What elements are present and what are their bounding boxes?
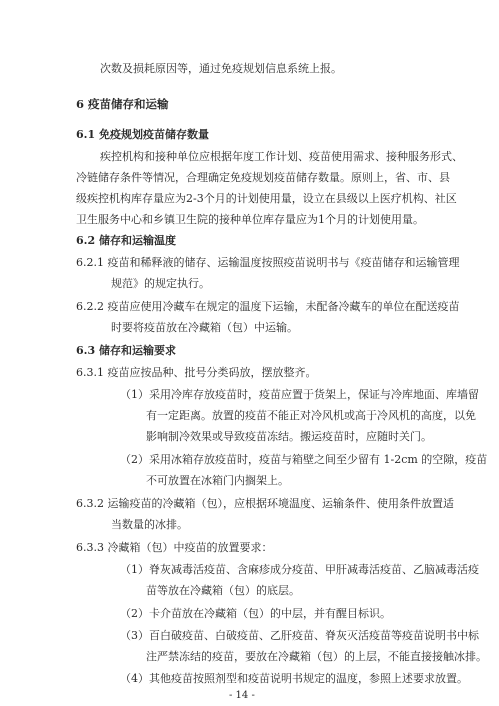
text-line: （1）采用冷库存放疫苗时，疫苗应置于货架上，保证与冷库地面、库墙留 bbox=[120, 388, 479, 401]
section-heading: 6 疫苗储存和运输 bbox=[76, 97, 169, 111]
text-line: 时要将疫苗放在冷藏箱（包）中运输。 bbox=[111, 321, 298, 334]
text-line: 级疾控机构库存量应为2-3个月的计划使用量，设立在县级以上医疗机构、社区 bbox=[76, 192, 457, 205]
text-line: （2）卡介苗放在冷藏箱（包）的中层，并有醒目标识。 bbox=[120, 607, 391, 620]
subsection-heading: 6.3 储存和运输要求 bbox=[76, 344, 176, 357]
text-line: 影响制冷效果或导致疫苗冻结。搬运疫苗时，应随时关门。 bbox=[146, 430, 432, 443]
text-line: 规范》的规定执行。 bbox=[111, 277, 210, 290]
text-line: 冷链储存条件等情况，合理确定免疫规划疫苗储存数量。原则上，省、市、县 bbox=[76, 171, 450, 184]
text-line: （1）脊灰减毒活疫苗、含麻疹成分疫苗、甲肝减毒活疫苗、乙脑减毒活疫 bbox=[120, 563, 479, 576]
text-line: 卫生服务中心和乡镇卫生院的接种单位库存量应为1个月的计划使用量。 bbox=[76, 213, 424, 226]
subsection-heading: 6.2 储存和运输温度 bbox=[76, 234, 176, 247]
text-line: 6.2.2 疫苗应使用冷藏车在规定的温度下运输，未配备冷藏车的单位在配送疫苗 bbox=[76, 300, 460, 313]
text-line: 6.3.3 冷藏箱（包）中疫苗的放置要求： bbox=[76, 541, 273, 554]
text-line: （2）采用冰箱存放疫苗时，疫苗与箱壁之间至少留有 1-2cm 的空隙，疫苗 bbox=[120, 453, 488, 466]
text-line: 次数及损耗原因等，通过免疫规划信息系统上报。 bbox=[100, 62, 342, 75]
text-line: 注严禁冻结的疫苗，要放在冷藏箱（包）的上层，不能直接接触冰排。 bbox=[146, 650, 487, 663]
text-line: 6.3.2 运输疫苗的冷藏箱（包），应根据环境温度、运输条件、使用条件放置适 bbox=[76, 497, 454, 510]
subsection-heading: 6.1 免疫规划疫苗储存数量 bbox=[76, 128, 209, 141]
text-line: 苗等放在冷藏箱（包）的底层。 bbox=[146, 584, 300, 597]
text-line: （4）其他疫苗按照剂型和疫苗说明书规定的温度，参照上述要求放置。 bbox=[120, 672, 468, 685]
text-line: （3）百白破疫苗、白破疫苗、乙肝疫苗、脊灰灭活疫苗等疫苗说明书中标 bbox=[120, 629, 479, 642]
text-line: 当数量的冰排。 bbox=[111, 518, 188, 531]
text-line: 6.2.1 疫苗和稀释液的储存、运输温度按照疫苗说明书与《疫苗储存和运输管理 bbox=[76, 256, 460, 269]
text-line: 有一定距离。放置的疫苗不能正对冷风机或高于冷风机的高度，以免 bbox=[146, 409, 476, 422]
page-number: - 14 - bbox=[229, 690, 255, 701]
text-line: 6.3.1 疫苗应按品种、批号分类码放，摆放整齐。 bbox=[76, 366, 317, 379]
text-line: 不可放置在冰箱门内搁架上。 bbox=[146, 474, 289, 487]
text-line: 疾控机构和接种单位应根据年度工作计划、疫苗使用需求、接种服务形式、 bbox=[100, 150, 463, 163]
